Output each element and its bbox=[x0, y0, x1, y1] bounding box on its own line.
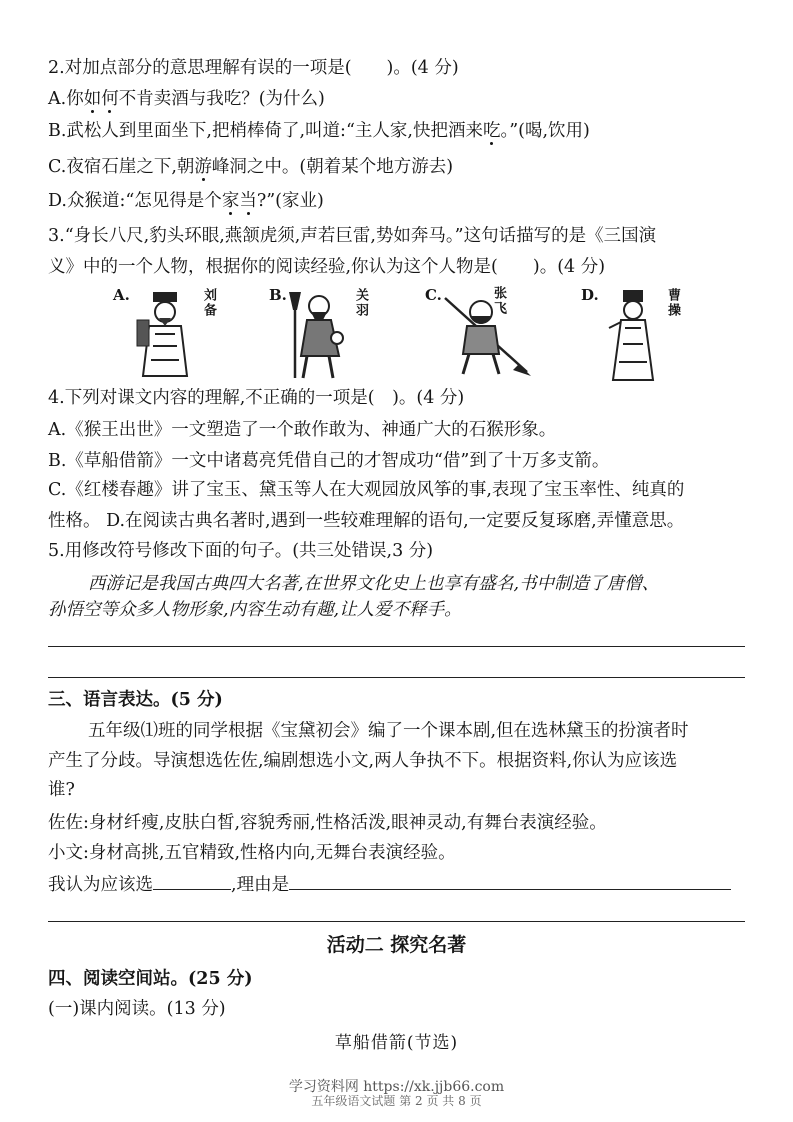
section4-heading: 四、阅读空间站。(25 分) bbox=[48, 969, 253, 989]
reason-blank[interactable] bbox=[289, 871, 731, 890]
emphasis-dot-char: 何 bbox=[101, 89, 119, 109]
emphasis-dot-char: 当 bbox=[239, 191, 257, 211]
option-letter: D. bbox=[581, 286, 599, 304]
q4-option-b: B.《草船借箭》一文中诸葛亮凭借自己的才智成功“借”到了十万多支箭。 bbox=[48, 451, 610, 471]
choice-blank[interactable] bbox=[153, 871, 231, 890]
option-letter: A. bbox=[113, 286, 130, 304]
section3-para-line3: 谁? bbox=[48, 780, 75, 800]
option-name: 曹操 bbox=[665, 288, 680, 318]
q2-stem: 2.对加点部分的意思理解有误的一项是( )。(4 分) bbox=[48, 58, 459, 78]
figure-caocao-icon bbox=[603, 288, 663, 382]
q3-option-d bbox=[575, 282, 725, 382]
q3-option-c bbox=[417, 282, 567, 382]
option-letter: C. bbox=[425, 286, 442, 304]
q4-option-c-d-line: 性格。 D.在阅读古典名著时,遇到一些较难理解的语句,一定要反复琢磨,弄懂意思。 bbox=[48, 511, 685, 531]
q3-stem-line1: 3.“身长八尺,豹头环眼,燕颔虎须,声若巨雷,势如奔马。”这句话描写的是《三国演 bbox=[48, 226, 657, 246]
q3-illustration-options bbox=[105, 282, 695, 382]
q3-option-a bbox=[105, 282, 255, 382]
candidate-xiaowen: 小文:身材高挑,五官精致,性格内向,无舞台表演经验。 bbox=[48, 843, 456, 863]
answer-line[interactable] bbox=[48, 921, 745, 922]
option-letter: B. bbox=[269, 286, 287, 304]
q5-sentence-line1: 西游记是我国古典四大名著,在世界文化史上也享有盛名,书中制造了唐僧、 bbox=[88, 574, 660, 594]
passage-title: 草船借箭(节选) bbox=[334, 1033, 459, 1053]
option-name: 关羽 bbox=[353, 288, 368, 318]
watermark-text: 学习资料网 https://xk.jjb66.com bbox=[288, 1079, 505, 1095]
emphasis-dot-char: 如 bbox=[83, 89, 102, 109]
q3-option-b bbox=[255, 282, 405, 382]
q2-option-c: C.夜宿石崖之下,朝游峰洞之中。(朝着某个地方游去) bbox=[48, 157, 454, 177]
figure-zhangfei-icon bbox=[441, 292, 531, 376]
candidate-zuozuo: 佐佐:身材纤瘦,皮肤白皙,容貌秀丽,性格活泼,眼神灵动,有舞台表演经验。 bbox=[48, 813, 607, 833]
q3-stem-line2: 义》中的一个人物，根据你的阅读经验,你认为这个人物是( )。(4 分) bbox=[48, 257, 606, 277]
activity-title: 活动二 探究名著 bbox=[326, 934, 467, 956]
answer-row: 我认为应该选 ,理由是 bbox=[48, 871, 731, 897]
section3-para-line1: 五年级⑴班的同学根据《宝黛初会》编了一个课本剧,但在选林黛玉的扮演者时 bbox=[88, 721, 689, 741]
section4-subheading: (一)课内阅读。(13 分) bbox=[48, 999, 226, 1019]
answer-line[interactable] bbox=[48, 646, 745, 647]
section3-para-line2: 产生了分歧。导演想选佐佐,编剧想选小文,两人争执不下。根据资料,你认为应该选 bbox=[48, 751, 678, 771]
figure-liubei-icon bbox=[135, 290, 195, 380]
section3-heading: 三、语言表达。(5 分) bbox=[48, 690, 223, 710]
emphasis-dot-char: 吃 bbox=[482, 121, 501, 141]
q5-sentence-line2: 孙悟空等众多人物形象,内容生动有趣,让人爱不释手。 bbox=[48, 600, 462, 620]
page-footer: 五年级语文试题 第 2 页 共 8 页 bbox=[311, 1094, 482, 1108]
emphasis-dot-char: 游 bbox=[194, 157, 212, 177]
q4-stem: 4.下列对课文内容的理解,不正确的一项是( )。(4 分) bbox=[48, 388, 465, 408]
figure-guanyu-icon bbox=[285, 288, 349, 380]
q4-option-a: A.《猴王出世》一文塑造了一个敢作敢为、神通广大的石猴形象。 bbox=[48, 420, 557, 440]
option-name: 张飞 bbox=[491, 286, 506, 316]
q2-option-b: B.武松人到里面坐下,把梢棒倚了,叫道:“主人家,快把酒来吃。”(喝,饮用) bbox=[48, 121, 590, 141]
answer-line[interactable] bbox=[48, 677, 745, 678]
q2-option-d: D.众猴道:“怎见得是个家当?”(家业) bbox=[48, 191, 324, 211]
option-name: 刘备 bbox=[201, 288, 216, 318]
emphasis-dot-char: 家 bbox=[221, 191, 240, 211]
q5-stem: 5.用修改符号修改下面的句子。(共三处错误,3 分) bbox=[48, 541, 434, 561]
q2-option-a: A.你如何不肯卖酒与我吃？(为什么) bbox=[48, 89, 325, 109]
q4-option-c-line1: C.《红楼春趣》讲了宝玉、黛玉等人在大观园放风筝的事,表现了宝玉率性、纯真的 bbox=[48, 480, 685, 500]
